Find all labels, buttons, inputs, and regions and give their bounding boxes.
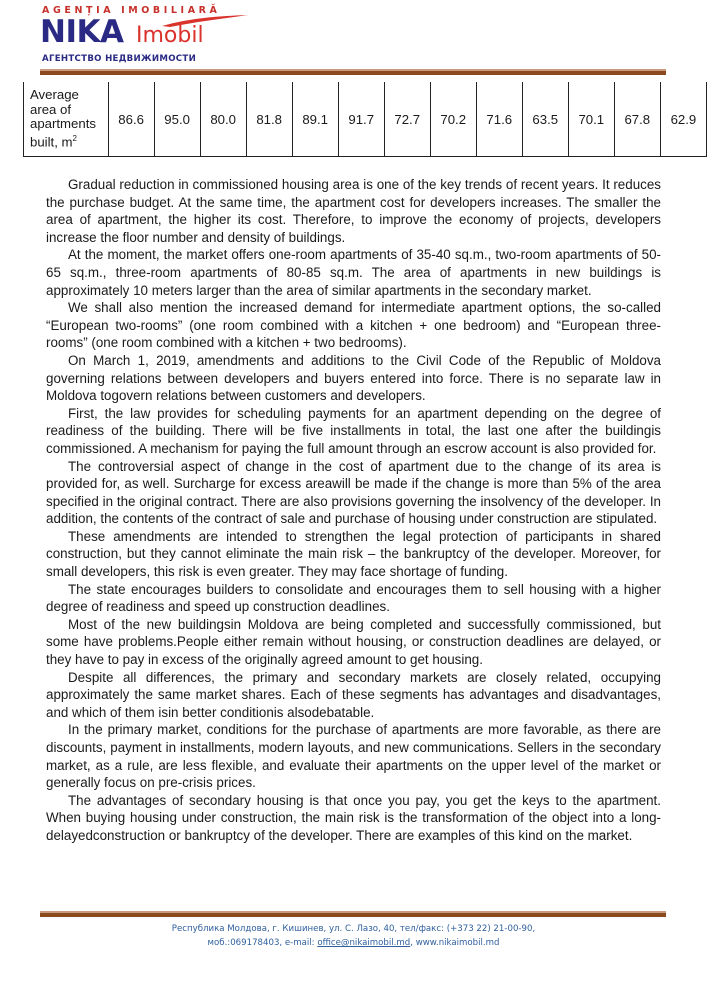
paragraph: We shall also mention the increased demand for intermediate apartment options, the so-called “European two-rooms” (one room combined with a kitchen + one bedroom) and “European three-rooms” (one room combined with a kitchen + two bedrooms). [46, 300, 661, 351]
logo-brand-nika: NIKA [40, 14, 124, 50]
body-text [46, 176, 661, 845]
footer-phone: моб.:069178403, e-mail: [207, 938, 318, 948]
row-label-superscript: 2 [72, 133, 77, 143]
logo-tagline-ro: AGENȚIA IMOBILIARĂ [42, 5, 221, 16]
header-divider [40, 69, 666, 75]
paragraph: Gradual reduction in commissioned housing area is one of the key trends of recent years. It reduces the purchase budget. At the same time, the apartment cost for developers increases. The smaller the area of apartment, the higher its cost. Therefore, to improve the economy of projects, developers increase the floor number and density of buildings. [46, 177, 661, 245]
paragraph: In the primary market, conditions for the purchase of apartments are more favorable, as there are discounts, payment in installments, modern layouts, and new communications. Sellers in the secondary market, as a rule, are less flexible, and evaluate their apartments on the upper level of the market or generally focus on pre-crisis prices. [46, 722, 661, 791]
footer-contact [0, 922, 707, 950]
table-cell: 70.2 [430, 82, 476, 157]
paragraph: First, the law provides for scheduling payments for an apartment depending on the degree of readiness of the building. There will be five installments in total, the last one after the buildingis commissioned. A mechanism for paying the full amount through an escrow account is also provided for. [46, 405, 661, 456]
table-row [24, 82, 707, 157]
paragraph: On March 1, 2019, amendments and additions to the Civil Code of the Republic of Moldova governing relations between developers and buyers entered into force. There is no separate law in Moldova togovern relations between customers and developers. [46, 352, 661, 404]
table-cell: 95.0 [154, 82, 200, 157]
table-cell: 80.0 [200, 82, 246, 157]
footer-address: Республика Молдова, г. Кишинев, ул. С. Лазо, 40, тел/факс: (+373 22) 21-00-90, [171, 924, 536, 934]
paragraph: The state encourages builders to consolidate and encourages them to sell housing with a higher degree of readiness and speed up construction deadlines. [46, 581, 661, 615]
table-cell: 86.6 [108, 82, 154, 157]
row-label [24, 82, 109, 157]
footer-contacts-line [0, 936, 707, 950]
paragraph: The advantages of secondary housing is that once you pay, you get the keys to the apartment. When buying housing under construction, the main risk is the transformation of the object into a long-delayedconstruction or bankruptcy of the developer. There are examples of this kind on the market. [46, 792, 661, 843]
table-cell: 63.5 [522, 82, 568, 157]
table-cell: 71.6 [476, 82, 522, 157]
logo-tagline-ru: АГЕНТСТВО НЕДВИЖИМОСТИ [42, 54, 197, 64]
paragraph: Most of the new buildingsin Moldova are being completed and successfully commissioned, but some have problems.People either remain without housing, or construction deadlines are delayed, or they have to pay in excess of the originally agreed amount to get housing. [46, 616, 661, 668]
logo-brand-imobil: Imobil [136, 23, 204, 48]
paragraph: The controversial aspect of change in the cost of apartment due to the change of its area is provided for, as well. Surcharge for excess areawill be made if the change is more than 5% of the area specified in the original contract. There are also provisions governing the insolvency of the developer. In addition, the contents of the contract of sale and purchase of housing under construction are stipulated. [46, 458, 661, 527]
table-cell: 91.7 [338, 82, 384, 157]
footer-divider [40, 911, 666, 917]
website-link[interactable]: www.nikaimobil.md [415, 938, 500, 948]
table-cell: 70.1 [568, 82, 614, 157]
company-logo [40, 0, 300, 68]
footer-separator: , [410, 938, 416, 948]
table-cell: 72.7 [384, 82, 430, 157]
table-cell: 89.1 [292, 82, 338, 157]
table-cell: 67.8 [614, 82, 660, 157]
email-link[interactable]: office@nikaimobil.md [317, 938, 411, 948]
average-area-table [23, 82, 707, 157]
paragraph: These amendments are intended to strengthen the legal protection of participants in shared construction, but they cannot eliminate the main risk – the bankruptcy of the developer. Moreover, for small developers, this risk is even greater. They may face shortage of funding. [46, 528, 661, 580]
paragraph: At the moment, the market offers one-room apartments of 35-40 sq.m., two-room apartments of 50-65 sq.m., three-room apartments of 80-85 sq.m. The area of apartments in new buildings is approximately 10 meters larger than the area of similar apartments in the secondary market. [46, 247, 661, 298]
paragraph: Despite all differences, the primary and secondary markets are closely related, occupying approximately the same market shares. Each of these segments has advantages and disadvantages, and which of them isin better conditionis alsodebatable. [46, 669, 661, 720]
row-label-text: Average area of apartments built, m [30, 87, 96, 150]
table-cell: 62.9 [660, 82, 706, 157]
table-cell: 81.8 [246, 82, 292, 157]
